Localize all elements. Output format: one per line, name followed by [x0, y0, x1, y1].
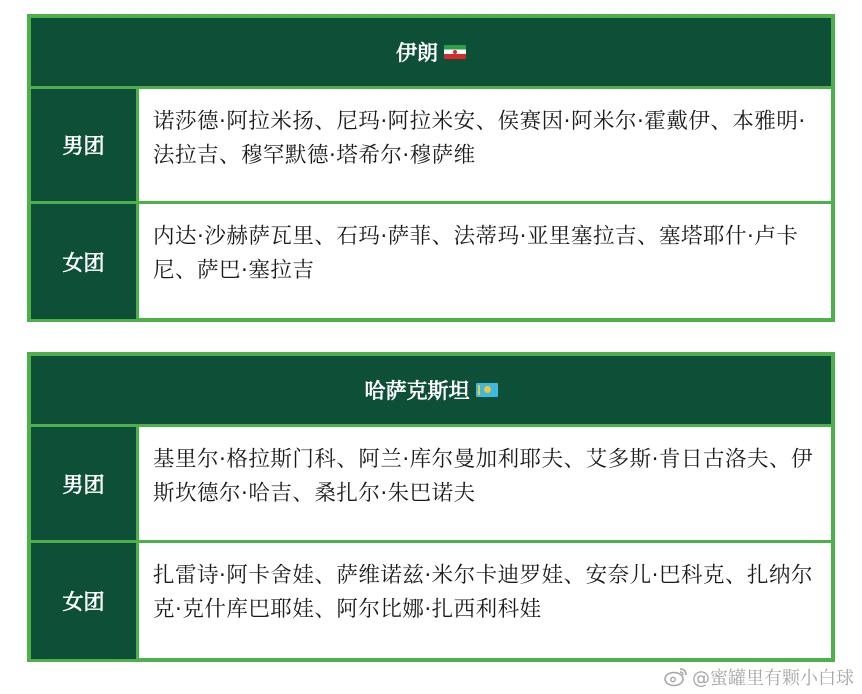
table-row	[31, 204, 831, 319]
team-table-kazakhstan	[27, 352, 835, 662]
team-table-iran	[27, 14, 835, 322]
row-names-women: 扎雷诗·阿卡舍娃、萨维诺兹·米尔卡迪罗娃、安奈儿·巴科克、扎纳尔克·克什库巴耶娃、阿尔比娜·扎西利科娃	[153, 563, 814, 622]
table-row	[31, 427, 831, 543]
row-names-men: 诺莎德·阿拉米扬、尼玛·阿拉米安、侯赛因·阿米尔·霍戴伊、本雅明·法拉吉、穆罕默德·塔希尔·穆萨维	[153, 109, 806, 168]
kazakhstan-flag-icon	[476, 383, 498, 397]
row-label-women: 女团	[31, 204, 139, 319]
iran-flag-icon	[444, 45, 466, 59]
weibo-icon	[664, 667, 688, 687]
row-label-men: 男团	[31, 427, 139, 540]
watermark	[664, 664, 854, 690]
row-label-women: 女团	[31, 543, 139, 659]
table-row	[31, 543, 831, 659]
country-name: 哈萨克斯坦	[364, 379, 470, 403]
table-header	[31, 18, 831, 89]
watermark-text: @蜜罐里有颗小白球	[692, 668, 854, 689]
row-names-women: 内达·沙赫萨瓦里、石玛·萨菲、法蒂玛·亚里塞拉吉、塞塔耶什·卢卡尼、萨巴·塞拉吉	[153, 224, 799, 283]
country-name: 伊朗	[396, 41, 438, 65]
table-row	[31, 89, 831, 204]
row-names-men: 基里尔·格拉斯门科、阿兰·库尔曼加利耶夫、艾多斯·肯日古洛夫、伊斯坎德尔·哈吉、桑扎尔·朱巴诺夫	[153, 447, 814, 506]
table-header	[31, 356, 831, 427]
row-label-men: 男团	[31, 89, 139, 201]
